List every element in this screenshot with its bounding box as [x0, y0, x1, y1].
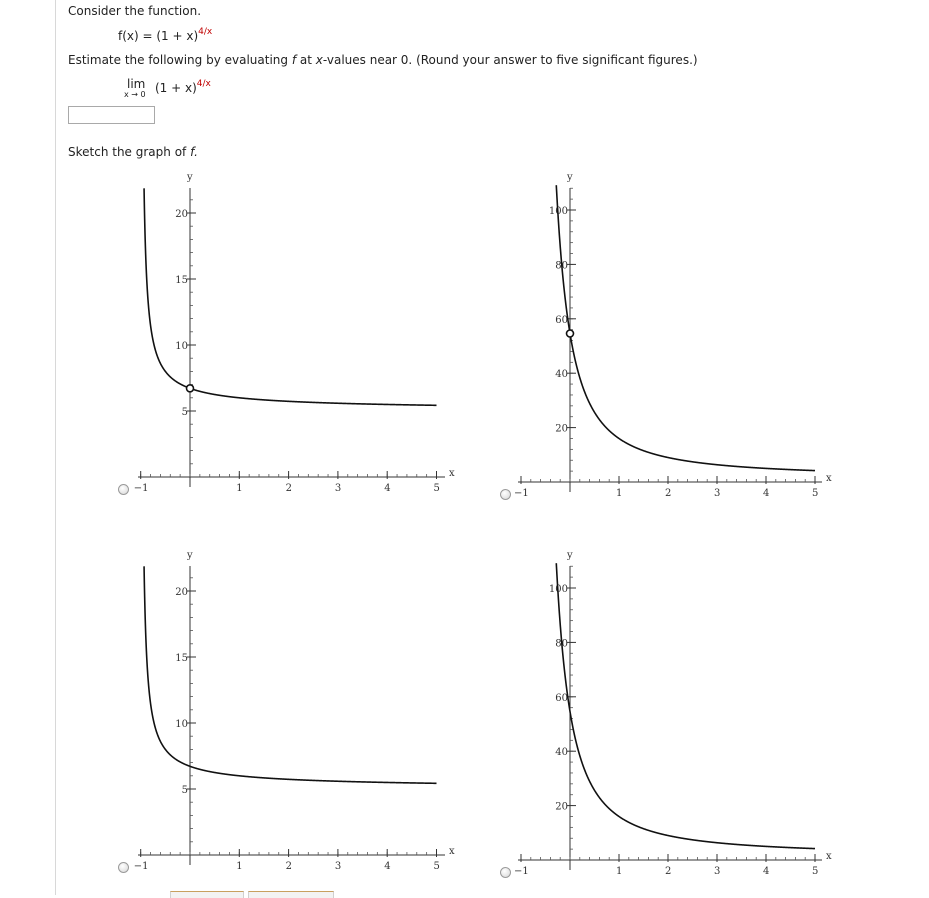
- y-axis-label: y: [567, 550, 573, 561]
- y-axis-label: y: [187, 550, 193, 561]
- y-tick-label: 80: [555, 260, 568, 272]
- y-tick-label: 20: [175, 587, 188, 598]
- x-axis-label: x: [826, 473, 832, 484]
- x-tick-label: 1: [616, 866, 623, 877]
- x-tick-label: −1: [514, 866, 529, 877]
- estimate-text-c: -values near 0. (Round your answer to five significant figures.): [322, 53, 698, 67]
- y-tick-label: 5: [181, 407, 188, 418]
- x-tick-label: −1: [514, 488, 529, 499]
- x-tick-label: 3: [334, 861, 342, 872]
- x-tick-label: 5: [812, 488, 819, 499]
- function-curve: [556, 563, 815, 848]
- y-tick-label: 15: [175, 275, 188, 286]
- x-tick-label: 3: [714, 488, 721, 499]
- limit-subscript: x → 0: [124, 90, 146, 99]
- y-tick-label: 100: [548, 206, 568, 217]
- x-tick-label: −1: [133, 483, 149, 494]
- x-tick-label: 1: [616, 488, 623, 499]
- estimate-text-b: at: [296, 53, 316, 67]
- y-tick-label: 100: [548, 584, 568, 595]
- y-tick-label: 60: [555, 692, 568, 704]
- y-axis-label: y: [567, 172, 573, 183]
- y-tick-label: 80: [555, 638, 568, 650]
- y-tick-label: 20: [555, 801, 568, 813]
- function-lhs: f(x) = (1 + x): [118, 29, 199, 43]
- y-tick-label: 20: [555, 423, 568, 435]
- x-tick-label: 5: [433, 861, 440, 872]
- question-intro: Consider the function.: [68, 4, 202, 18]
- x-tick-label: 5: [812, 866, 819, 877]
- y-tick-label: 20: [175, 209, 188, 220]
- x-tick-label: −1: [133, 861, 149, 872]
- function-exponent: 4/x: [198, 27, 213, 37]
- x-tick-label: 3: [714, 866, 721, 877]
- x-tick-label: 3: [334, 483, 342, 494]
- x-tick-label: 2: [285, 861, 292, 872]
- x-tick-label: 4: [763, 866, 770, 877]
- estimate-x: x: [315, 53, 323, 67]
- x-tick-label: 4: [763, 488, 770, 499]
- y-tick-label: 40: [555, 747, 568, 759]
- x-tick-label: 2: [665, 488, 672, 499]
- x-tick-label: 2: [665, 866, 672, 877]
- y-tick-label: 5: [181, 785, 188, 796]
- x-axis-label: x: [449, 468, 455, 479]
- sketch-text: Sketch the graph of: [68, 145, 191, 159]
- limit-exponent: 4/x: [196, 79, 211, 89]
- y-tick-label: 40: [555, 369, 568, 381]
- x-axis-label: x: [449, 846, 455, 857]
- sketch-f: f.: [190, 145, 198, 159]
- y-tick-label: 15: [175, 653, 188, 664]
- x-axis-label: x: [826, 851, 832, 862]
- limit-expr: (1 + x): [155, 81, 197, 95]
- estimate-text-a: Estimate the following by evaluating: [68, 53, 292, 67]
- x-tick-label: 5: [433, 483, 440, 494]
- limit-word: lim: [127, 77, 146, 91]
- y-tick-label: 10: [175, 719, 188, 730]
- x-tick-label: 1: [236, 861, 243, 872]
- x-tick-label: 2: [285, 483, 292, 494]
- y-tick-label: 60: [555, 314, 568, 326]
- x-tick-label: 1: [236, 483, 243, 494]
- x-tick-label: 4: [384, 483, 391, 494]
- estimate-f: f: [291, 53, 297, 67]
- x-tick-label: 4: [384, 861, 391, 872]
- y-axis-label: y: [187, 172, 193, 183]
- y-tick-label: 10: [175, 341, 188, 352]
